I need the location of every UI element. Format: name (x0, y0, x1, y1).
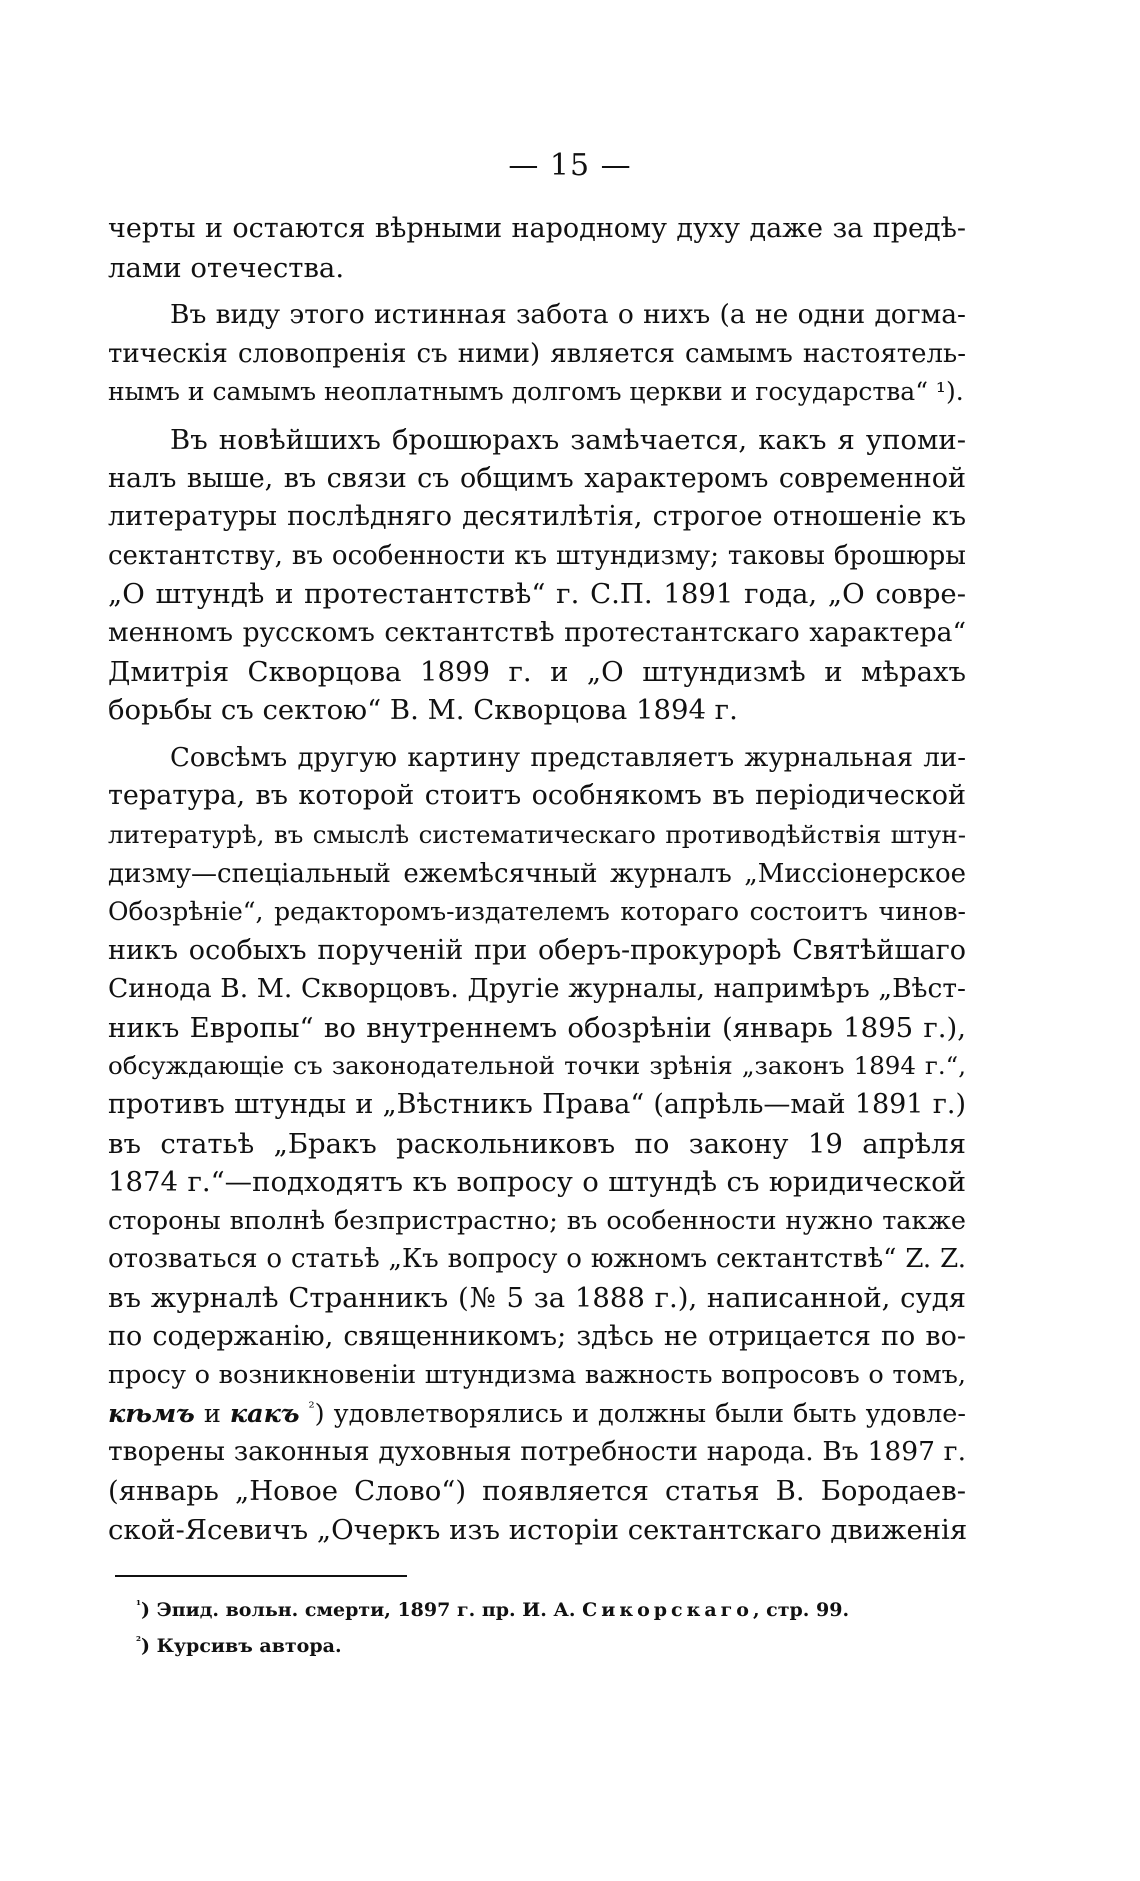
text-line: Въ виду этого истинная забота о нихъ (а не одни догма- (170, 299, 966, 331)
footnote-text: , стр. 99. (752, 1599, 850, 1621)
footnote-text: ) Курсивъ автора. (141, 1635, 342, 1657)
text-line: черты и остаются вѣрными народному духу даже за предѣ- (108, 213, 966, 244)
text-line: сектантству, въ особенности къ штундизму; таковы брошюры (108, 540, 966, 571)
text-line: обсуждающіе съ законодательной точки зрѣнія „законъ 1894 г.“, (108, 1051, 966, 1081)
body-text (108, 210, 966, 1549)
text-line: творены законныя духовныя потребности народа. Въ 1897 г. (108, 1436, 966, 1468)
text-line: Синода В. М. Скворцовъ. Другіе журналы, напримѣръ „Вѣст- (108, 973, 966, 1005)
text-line: ской-Ясевичъ „Очеркъ изъ исторіи сектантскаго движенія (108, 1513, 968, 1546)
text-line: менномъ русскомъ сектантствѣ протестантскаго характера“ (108, 616, 966, 648)
footnote-2 (136, 1628, 956, 1664)
footnote-divider (115, 1575, 407, 1577)
text-line: противъ штунды и „Вѣстникъ Права“ (апрѣль—май 1891 г.) (108, 1089, 966, 1121)
text-line: стороны вполнѣ безпристрастно; въ особенности нужно также (108, 1205, 966, 1236)
text-line: дизму—спеціальный ежемѣсячный журналъ „Миссіонерское (108, 858, 966, 889)
text-line: лами отечества. (108, 251, 345, 284)
footnote-ref: ² (308, 1398, 315, 1417)
text-line: литературы послѣдняго десятилѣтія, строгое отношеніе къ (108, 501, 966, 533)
text-line: литературѣ, въ смыслѣ систематическаго противодѣйствія штун- (108, 819, 966, 849)
text-line: нымъ и самымъ неоплатнымъ долгомъ церкви и государства“ ¹). (108, 377, 964, 407)
text-line: (январь „Новое Слово“) появляется статья В. Бородаев- (108, 1475, 966, 1507)
text-line: въ статьѣ „Бракъ раскольниковъ по закону 19 апрѣля (108, 1127, 966, 1160)
text-line: тическія словопренія съ ними) является самымъ настоятель- (108, 338, 966, 369)
text-line: отозваться о статьѣ „Къ вопросу о южномъ сектантствѣ“ Z. Z. (108, 1244, 966, 1275)
text-line: борьбы съ сектою“ В. М. Скворцова 1894 г. (108, 694, 738, 727)
footnotes (136, 1592, 956, 1664)
footnote-author: Сикорскаго (582, 1599, 753, 1621)
text-line: Обозрѣніе“, редакторомъ-издателемъ котораго состоитъ чинов- (108, 897, 966, 927)
footnote-marker: ¹ (136, 1597, 141, 1612)
text-line-emphasis (108, 1395, 966, 1434)
text-line: налъ выше, въ связи съ общимъ характеромъ современной (108, 462, 966, 494)
text-line: Совсѣмъ другую картину представляетъ журнальная ли- (170, 742, 966, 773)
text-line: тература, въ которой стоитъ особнякомъ въ періодической (108, 780, 966, 812)
italic-word: какъ (229, 1398, 300, 1429)
text-line: по содержанію, священникомъ; здѣсь не отрицается по во- (108, 1320, 966, 1352)
italic-word: кѣмъ (108, 1398, 195, 1429)
text-line: Въ новѣйшихъ брошюрахъ замѣчается, какъ я упоми- (170, 423, 966, 456)
text-fragment: и (203, 1398, 221, 1429)
text-line: въ журналѣ Странникъ (№ 5 за 1888 г.), написанной, судя (108, 1282, 966, 1315)
footnote-marker: ² (136, 1633, 141, 1648)
text-line: 1874 г.“—подходятъ къ вопросу о штундѣ съ юридической (108, 1166, 966, 1199)
text-line: просу о возникновеніи штундизма важность вопросовъ о томъ, (108, 1360, 966, 1391)
text-fragment: ) удовлетворялись и должны были быть удовле- (314, 1398, 966, 1429)
text-line: „О штундѣ и протестантствѣ“ г. С.П. 1891 года, „О совре- (108, 578, 966, 611)
text-line: никъ Европы“ во внутреннемъ обозрѣніи (январь 1895 г.), (108, 1011, 966, 1044)
text-line: Дмитрія Скворцова 1899 г. и „О штундизмѣ и мѣрахъ (108, 655, 966, 688)
text-line: никъ особыхъ порученій при оберъ-прокурорѣ Святѣйшаго (108, 934, 966, 966)
page-number: — 15 — (508, 148, 632, 183)
footnote-text: ) Эпид. вольн. смерти, 1897 г. пр. И. А. (141, 1599, 576, 1621)
footnote-1 (136, 1592, 956, 1628)
